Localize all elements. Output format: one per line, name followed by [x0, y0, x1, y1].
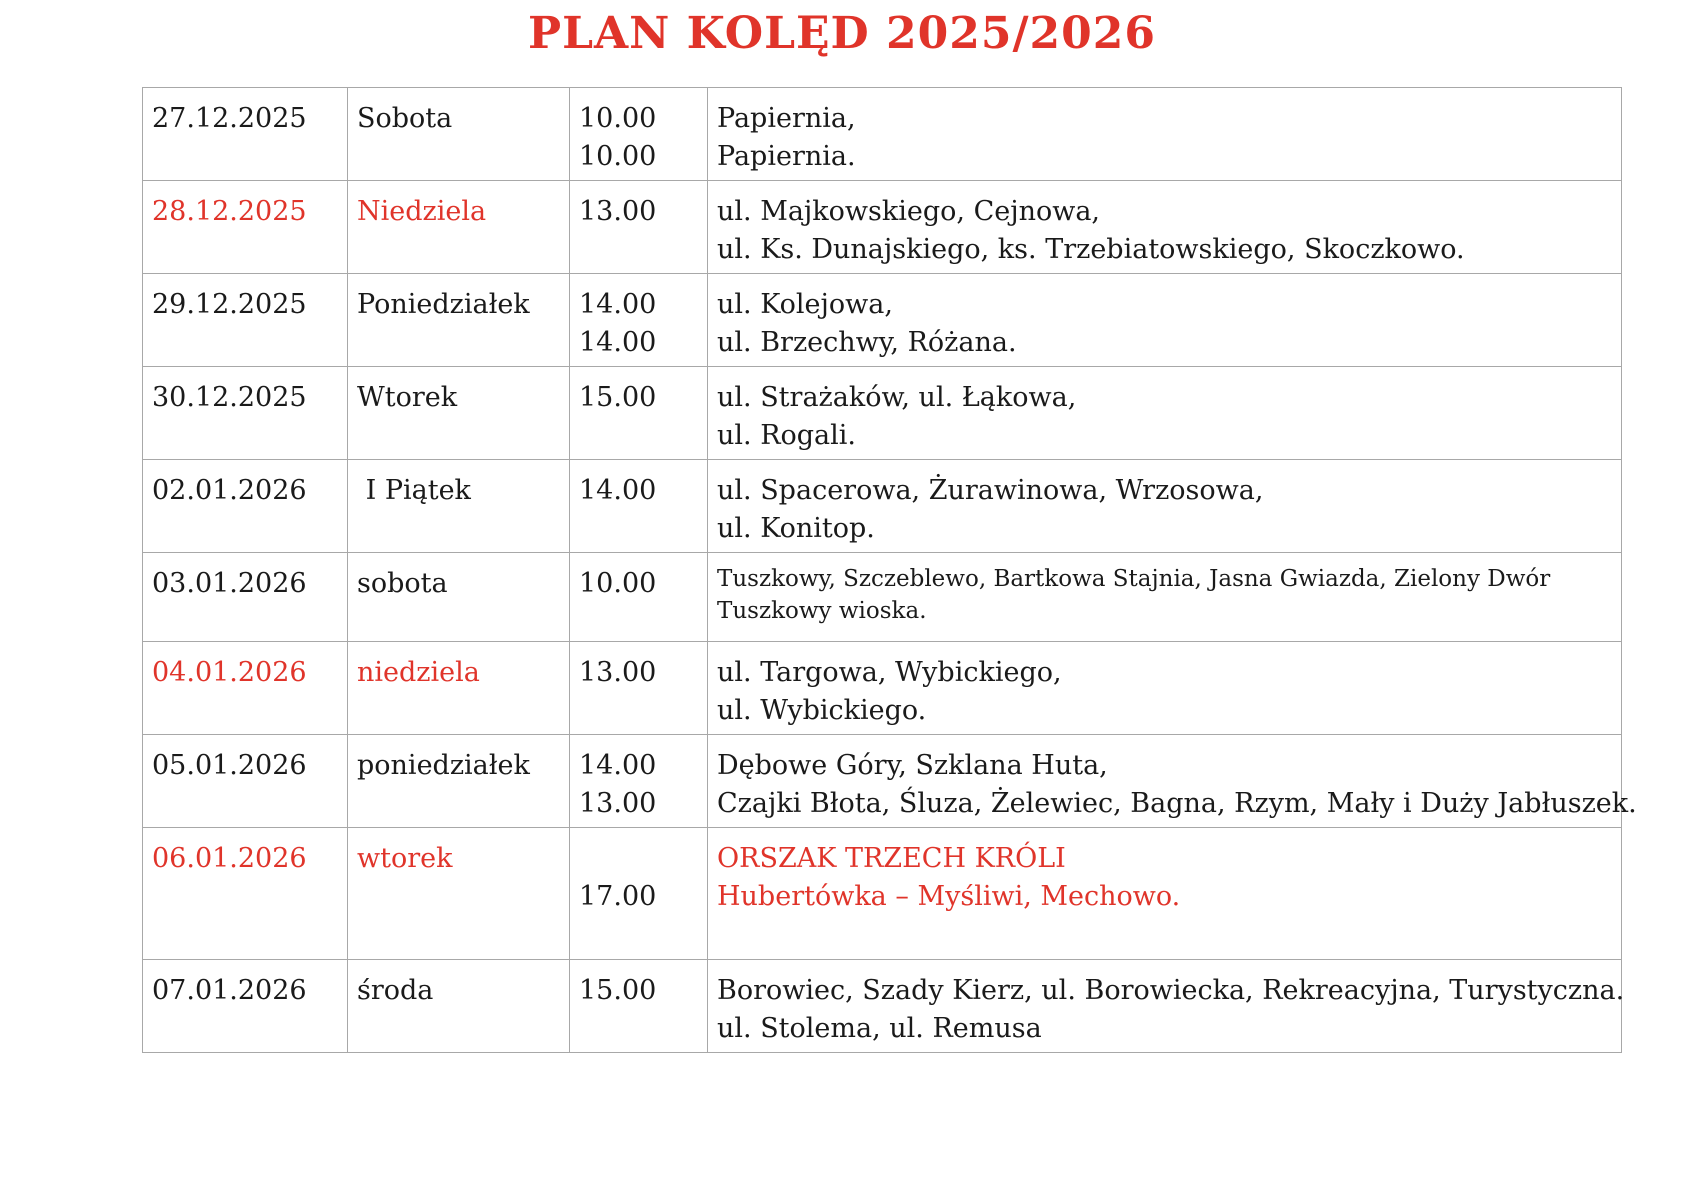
locations-cell	[708, 642, 1622, 735]
table-row	[143, 460, 1622, 553]
date-cell: 03.01.2026	[143, 553, 348, 642]
locations-cell	[708, 553, 1622, 642]
table-row	[143, 367, 1622, 460]
weekday-cell: Niedziela	[348, 181, 570, 274]
page-title: PLAN KOLĘD 2025/2026	[527, 8, 1157, 59]
table-row	[143, 960, 1622, 1053]
locations-cell	[708, 88, 1622, 181]
weekday-cell: poniedziałek	[348, 735, 570, 828]
date-cell: 28.12.2025	[143, 181, 348, 274]
date-cell: 05.01.2026	[143, 735, 348, 828]
location-line: ul. Majkowskiego, Cejnowa,	[717, 196, 1101, 227]
date-cell: 07.01.2026	[143, 960, 348, 1053]
locations-cell	[708, 960, 1625, 1053]
location-line: Dębowe Góry, Szklana Huta,	[717, 750, 1108, 781]
time-cell	[570, 88, 708, 181]
locations-cell	[708, 828, 1622, 960]
time-line: 13.00	[579, 788, 657, 819]
time-line: 10.00	[579, 568, 657, 599]
time-line: 15.00	[579, 975, 657, 1006]
time-cell	[570, 642, 708, 735]
location-line: ul. Wybickiego.	[717, 695, 927, 726]
weekday-cell: wtorek	[348, 828, 570, 960]
location-line: ul. Ks. Dunajskiego, ks. Trzebiatowskiego, Skoczkowo.	[717, 234, 1465, 265]
table-row	[143, 642, 1622, 735]
location-line: ul. Strażaków, ul. Łąkowa,	[717, 382, 1077, 413]
schedule-table	[142, 87, 1637, 1053]
locations-cell	[708, 181, 1622, 274]
time-line	[579, 840, 699, 878]
time-cell	[570, 735, 708, 828]
location-line: ul. Kolejowa,	[717, 289, 893, 320]
locations-cell	[708, 367, 1622, 460]
time-line: 14.00	[579, 289, 657, 320]
table-row	[143, 553, 1622, 642]
table-row	[143, 735, 1622, 828]
date-cell: 04.01.2026	[143, 642, 348, 735]
time-line: 13.00	[579, 196, 657, 227]
locations-cell	[708, 274, 1622, 367]
time-line: 14.00	[579, 327, 657, 358]
location-line: ul. Targowa, Wybickiego,	[717, 657, 1062, 688]
weekday-cell: sobota	[348, 553, 570, 642]
locations-cell	[708, 460, 1622, 553]
schedule-table-body	[143, 88, 1637, 1053]
weekday-cell: Wtorek	[348, 367, 570, 460]
table-row	[143, 828, 1622, 960]
time-line: 10.00	[579, 103, 657, 134]
time-cell	[570, 828, 708, 960]
location-line: ul. Stolema, ul. Remusa	[717, 1013, 1042, 1044]
locations-cell	[708, 735, 1637, 828]
time-line: 15.00	[579, 382, 657, 413]
location-line: Papiernia,	[717, 103, 856, 134]
time-cell	[570, 181, 708, 274]
time-cell	[570, 460, 708, 553]
date-cell: 06.01.2026	[143, 828, 348, 960]
table-row	[143, 181, 1622, 274]
location-line: ul. Konitop.	[717, 513, 875, 544]
time-cell	[570, 274, 708, 367]
time-line: 14.00	[579, 475, 657, 506]
time-line: 13.00	[579, 657, 657, 688]
time-line: 14.00	[579, 750, 657, 781]
table-row	[143, 274, 1622, 367]
location-line: Czajki Błota, Śluza, Żelewiec, Bagna, Rzym, Mały i Duży Jabłuszek.	[717, 788, 1637, 819]
location-line: Hubertówka – Myśliwi, Mechowo.	[717, 881, 1181, 912]
weekday-cell: środa	[348, 960, 570, 1053]
date-cell: 02.01.2026	[143, 460, 348, 553]
table-row	[143, 88, 1622, 181]
weekday-cell: I Piątek	[348, 460, 570, 553]
location-line: ul. Spacerowa, Żurawinowa, Wrzosowa,	[717, 475, 1264, 506]
weekday-cell: Poniedziałek	[348, 274, 570, 367]
location-line: ul. Brzechwy, Różana.	[717, 327, 1017, 358]
time-cell	[570, 553, 708, 642]
date-cell: 27.12.2025	[143, 88, 348, 181]
time-cell	[570, 960, 708, 1053]
weekday-cell: niedziela	[348, 642, 570, 735]
time-line: 17.00	[579, 881, 657, 912]
time-line: 10.00	[579, 141, 657, 172]
date-cell: 29.12.2025	[143, 274, 348, 367]
date-cell: 30.12.2025	[143, 367, 348, 460]
time-cell	[570, 367, 708, 460]
weekday-cell: Sobota	[348, 88, 570, 181]
location-line: ul. Rogali.	[717, 420, 857, 451]
location-line: Papiernia.	[717, 141, 856, 172]
location-line: Tuszkowy wioska.	[717, 598, 927, 624]
location-line: ORSZAK TRZECH KRÓLI	[717, 843, 1066, 874]
location-line: Tuszkowy, Szczeblewo, Bartkowa Stajnia, Jasna Gwiazda, Zielony Dwór	[717, 566, 1551, 592]
location-line: Borowiec, Szady Kierz, ul. Borowiecka, Rekreacyjna, Turystyczna.	[717, 975, 1625, 1006]
